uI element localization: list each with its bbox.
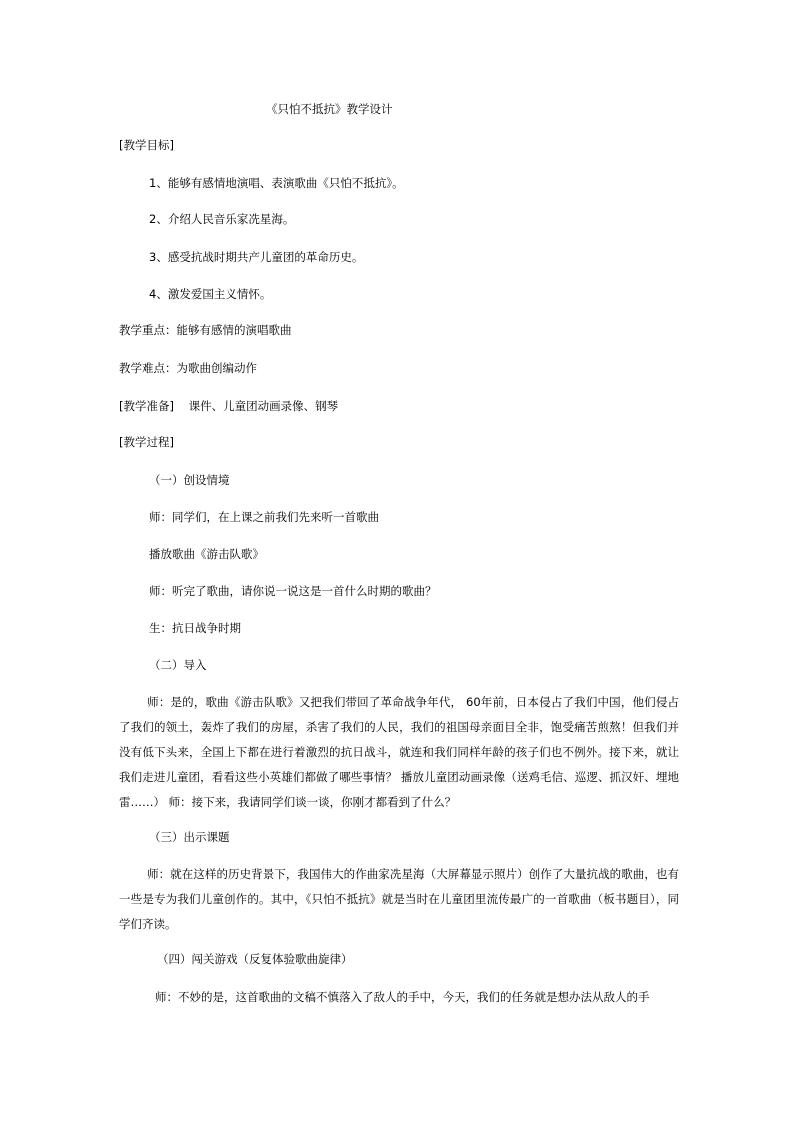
document-title: 《只怕不抵抗》教学设计	[266, 102, 393, 116]
goal-item: 1、能够有感情地演唱、表演歌曲《只怕不抵抗》。	[149, 176, 404, 190]
section-heading: （一）创设情境	[149, 473, 230, 487]
process-header: [教学过程]	[119, 435, 174, 449]
key-point: 教学重点：能够有感情的演唱歌曲	[119, 323, 292, 337]
dialogue-line: 生：抗日战争时期	[149, 621, 241, 635]
topic-paragraph	[119, 862, 679, 938]
dialogue-line: 师：同学们，在上课之前我们先来听一首歌曲	[149, 510, 379, 524]
section-heading: （三）出示课题	[149, 830, 230, 844]
difficulty: 教学难点：为歌曲创编动作	[119, 361, 257, 375]
section-heading: （四）闯关游戏（反复体验歌曲旋律）	[157, 952, 353, 966]
dialogue-line: 师：听完了歌曲，请你说一说这是一首什么时期的歌曲？	[149, 584, 437, 598]
preparation: [教学准备] 课件、儿童团动画录像、钢琴	[119, 399, 339, 413]
intro-paragraph	[119, 690, 679, 812]
intro-paragraph-text: 师：是的，歌曲《游击队歌》又把我们带回了革命战争年代， 60年前，日本侵占了我们中国，他们侵占了我们的领土，轰炸了我们的房屋，杀害了我们的人民，我们的祖国母亲面目全非，饱受痛苦煎熬！但我们并没有低下头来，全国上下都在进行着激烈的抗日战斗，就连和我们同样年龄的孩子们也不例外。接下来，就让我们走进儿童团，看看这些小英雄们都做了哪些事情？ 播放儿童团动画录像（送鸡毛信、巡逻、抓汉奸、埋地雷……） 师：接下来，我请同学们谈一谈，你刚才都看到了什么？	[119, 695, 679, 809]
dialogue-line: 播放歌曲《游击队歌》	[149, 547, 264, 561]
goals-header: [教学目标]	[119, 138, 174, 152]
goal-item: 3、感受抗战时期共产儿童团的革命历史。	[149, 250, 364, 264]
section-heading: （二）导入	[149, 658, 207, 672]
topic-paragraph-text: 师：就在这样的历史背景下，我国伟大的作曲家冼星海（大屏幕显示照片）创作了大量抗战的歌曲，也有一些是专为我们儿童创作的。其中，《只怕不抵抗》就是当时在儿童团里流传最广的一首歌曲（板书题目），同学们齐读。	[119, 867, 679, 931]
game-paragraph	[119, 985, 679, 1013]
goal-item: 4、激发爱国主义情怀。	[149, 287, 272, 301]
goal-item: 2、介绍人民音乐家冼星海。	[149, 212, 295, 226]
game-paragraph-text: 师：不妙的是，这首歌曲的文稿不慎落入了敌人的手中，今天，我们的任务就是想办法从敌人的手	[155, 990, 650, 1004]
